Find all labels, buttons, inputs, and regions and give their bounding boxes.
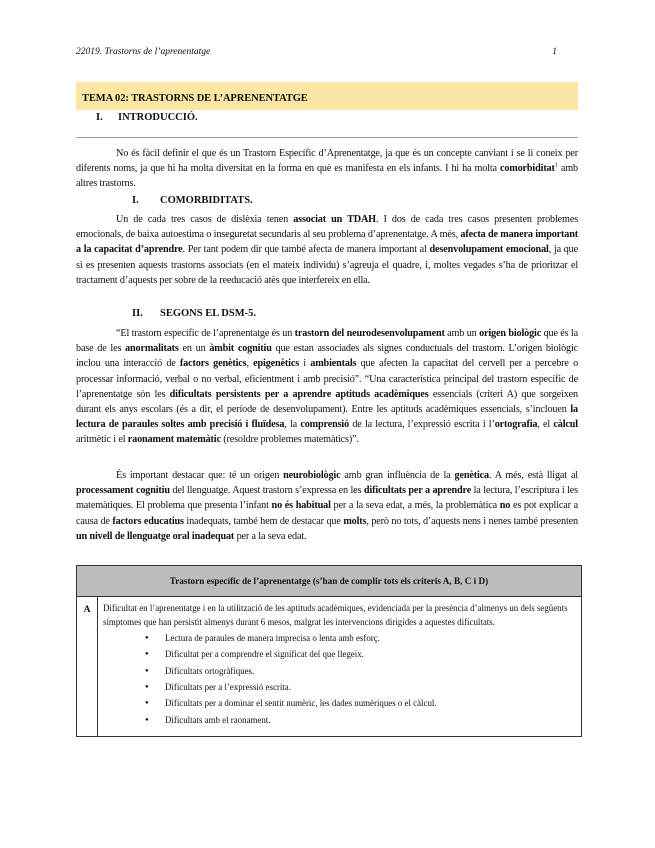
text-run: per a la seva edat. — [234, 530, 307, 542]
text-run: amb altres trastorns. — [76, 163, 578, 190]
text-run: , ja que si es presenten aquests trastorns associats (en el mateix individu) s’agreuja el quadre, i, moltes vegades s’ha de prioritzar el tractament d’aquests per sobre de la reeducació atès que interfereix en ella. — [76, 244, 578, 286]
criterion-body — [98, 597, 582, 737]
paragraph-intro — [76, 146, 578, 192]
bold-term: àmbit cognitiu — [209, 343, 272, 355]
criterion-text: Dificultat en l’aprenentatge i en la utilització de les aptituds acadèmiques, evidenciada per la presència d’almenys un dels següents símptomes que han persistit almenys durant 6 mesos, malgrat les intervencions dirigides a aquestes dificultats. — [103, 603, 568, 627]
bold-term: processament cognitiu — [76, 485, 170, 497]
section-label: INTRODUCCIÓ. — [118, 112, 198, 123]
header-doc-title: 22019. Trastorns de l’aprenentatge — [76, 47, 211, 57]
list-item: ● Dificultat per a comprendre el significat del que llegeix. — [165, 646, 575, 662]
bold-term: genètica — [454, 470, 489, 481]
text-run: del llenguatge. Aquest trastorn s’expressa en les — [169, 485, 364, 497]
chapter-title: TEMA 02: TRASTORNS DE L’APRENENTATGE — [82, 93, 308, 104]
list-item: ● Lectura de paraules de manera imprecisa o lenta amb esforç. — [165, 630, 575, 646]
text-run: que afecten la capacitat del cervell per a percebre o processar informació, verbal o no verbal, eficientment i amb precisió”. “Una característica principal del trastorn específic de l’aprenentatge són les — [76, 358, 579, 400]
bold-term: comorbiditat — [499, 163, 555, 175]
text-run: per a la seva edat, a més, la problemàtica — [330, 500, 500, 512]
text-run: No és fàcil definir el que és un Trastorn Específic d’Aprenentatge, ja que és un concepte canviant i se li coneix per diferents noms, ja que hi ha molta diversitat en la forma en què es manifesta en els infants. I hi ha molta — [76, 148, 578, 175]
criteria-table — [76, 565, 582, 737]
text-run: , — [246, 358, 254, 370]
chapter-title-bar — [76, 82, 578, 110]
bold-term: ambientals — [310, 358, 357, 370]
text-run: que és la base de les — [76, 328, 578, 355]
page-number: 1 — [552, 47, 557, 57]
paragraph-comorbiditats — [76, 212, 578, 288]
bold-term: afecta de manera important a la capacitat d’aprendre — [76, 229, 578, 256]
bold-term: ortografia — [494, 419, 538, 431]
bold-term: no és habitual — [271, 500, 331, 512]
bold-term: molts — [343, 515, 367, 527]
table-header: Trastorn específic de l’aprenentatge (s’han de complir tots els criteris A, B, C i D) — [77, 566, 582, 597]
bold-term: trastorn del neurodesenvolupament — [294, 328, 445, 339]
table-header-row — [77, 566, 582, 597]
bold-term: associat un TDAH — [293, 214, 376, 225]
section-label: COMORBIDITATS. — [160, 195, 253, 206]
text-run: . A més, està lligat al — [488, 470, 578, 481]
bold-term: raonament matemàtic — [127, 434, 221, 446]
section-heading-comorbiditats — [132, 195, 253, 206]
list-item: ● Dificultats per a l’expressió escrita. — [165, 679, 575, 695]
section-number: II. — [132, 308, 143, 319]
symptom-list — [103, 630, 575, 728]
bold-term: epigenètics — [253, 358, 300, 370]
bold-term: la lectura de paraules soltes amb precisió i fluïdesa — [76, 404, 578, 431]
bold-term: dificultats persistents per a aprendre aptituds acadèmiques — [169, 388, 429, 400]
text-run: essencials (criteri A) que sorgeixen durant els anys escolars (és a dir, el període de desenvolupament). Entre les aptituds acadèmiques essencials, s’inclouen — [76, 388, 578, 416]
text-run: , el — [537, 419, 554, 431]
text-run: . Per tant podem dir que també afecta de manera important al — [182, 244, 430, 256]
list-item: ● Dificultats ortogràfiques. — [165, 663, 575, 679]
bold-term: factors genètics — [179, 358, 247, 370]
text-run: la lectura, l’escriptura i les matemàtiques. El problema que presenta l’infant — [76, 485, 578, 512]
text-run: i — [299, 358, 311, 370]
bold-term: comprensió — [300, 419, 350, 431]
text-run: “El trastorn específic de l’aprenentatge és un — [116, 328, 295, 339]
text-run: . I dos de cada tres casos presenten problemes emocionals, de baixa autoestima o inseguretat secundaris al seu problema d’aprenentatge. A més, — [76, 214, 579, 241]
text-run: , però no tots, d’aquests nens i nenes també presenten — [366, 515, 578, 527]
section-label: SEGONS EL DSM-5. — [160, 308, 256, 319]
text-run: (resoldre problemes matemàtics)”. — [220, 434, 359, 446]
bold-term: desenvolupament emocional — [429, 244, 549, 256]
divider — [76, 137, 578, 138]
bold-term: neurobiològic — [283, 470, 341, 481]
text-run: inadequats, també hem de destacar que — [183, 515, 344, 527]
text-run: amb un — [444, 328, 480, 339]
section-heading-intro — [96, 112, 198, 123]
criterion-label: A — [77, 597, 98, 737]
paragraph-key-points — [76, 468, 578, 544]
bold-term: anormalitats — [125, 343, 179, 355]
text-run: Un de cada tres casos de dislèxia tenen — [116, 214, 294, 225]
text-run: en un — [178, 343, 210, 355]
section-number: I. — [132, 195, 139, 206]
text-run: de la lectura, l’expressió escrita i l’ — [349, 419, 495, 431]
section-heading-dsm5 — [132, 308, 256, 319]
footnote-marker[interactable]: 1 — [554, 161, 558, 169]
text-run: que estan associades als signes conductuals del trastorn. L’origen biològic inclou una interacció de — [76, 343, 579, 370]
text-run: , la — [284, 419, 301, 431]
page-header — [76, 47, 557, 57]
list-item: ● Dificultats amb el raonament. — [165, 712, 575, 728]
text-run: amb gran influència de la — [340, 470, 455, 481]
bold-term: un nivell de llenguatge oral inadequat — [76, 530, 235, 542]
list-item: ● Dificultats per a dominar el sentit numèric, les dades numèriques o el càlcul. — [165, 695, 575, 711]
table-row — [77, 597, 582, 737]
paragraph-dsm5-definition — [76, 326, 578, 448]
bold-term: origen biològic — [479, 328, 542, 339]
bold-term: càlcul — [553, 419, 578, 431]
bold-term: dificultats per a aprendre — [363, 485, 472, 497]
text-run: És important destacar que: té un origen — [116, 470, 284, 481]
bold-term: no — [499, 500, 511, 512]
text-run: aritmètic i el — [76, 434, 128, 446]
text-run: es pot explicar a causa de — [76, 500, 578, 527]
section-number: I. — [96, 112, 103, 123]
bold-term: factors educatius — [112, 515, 184, 527]
